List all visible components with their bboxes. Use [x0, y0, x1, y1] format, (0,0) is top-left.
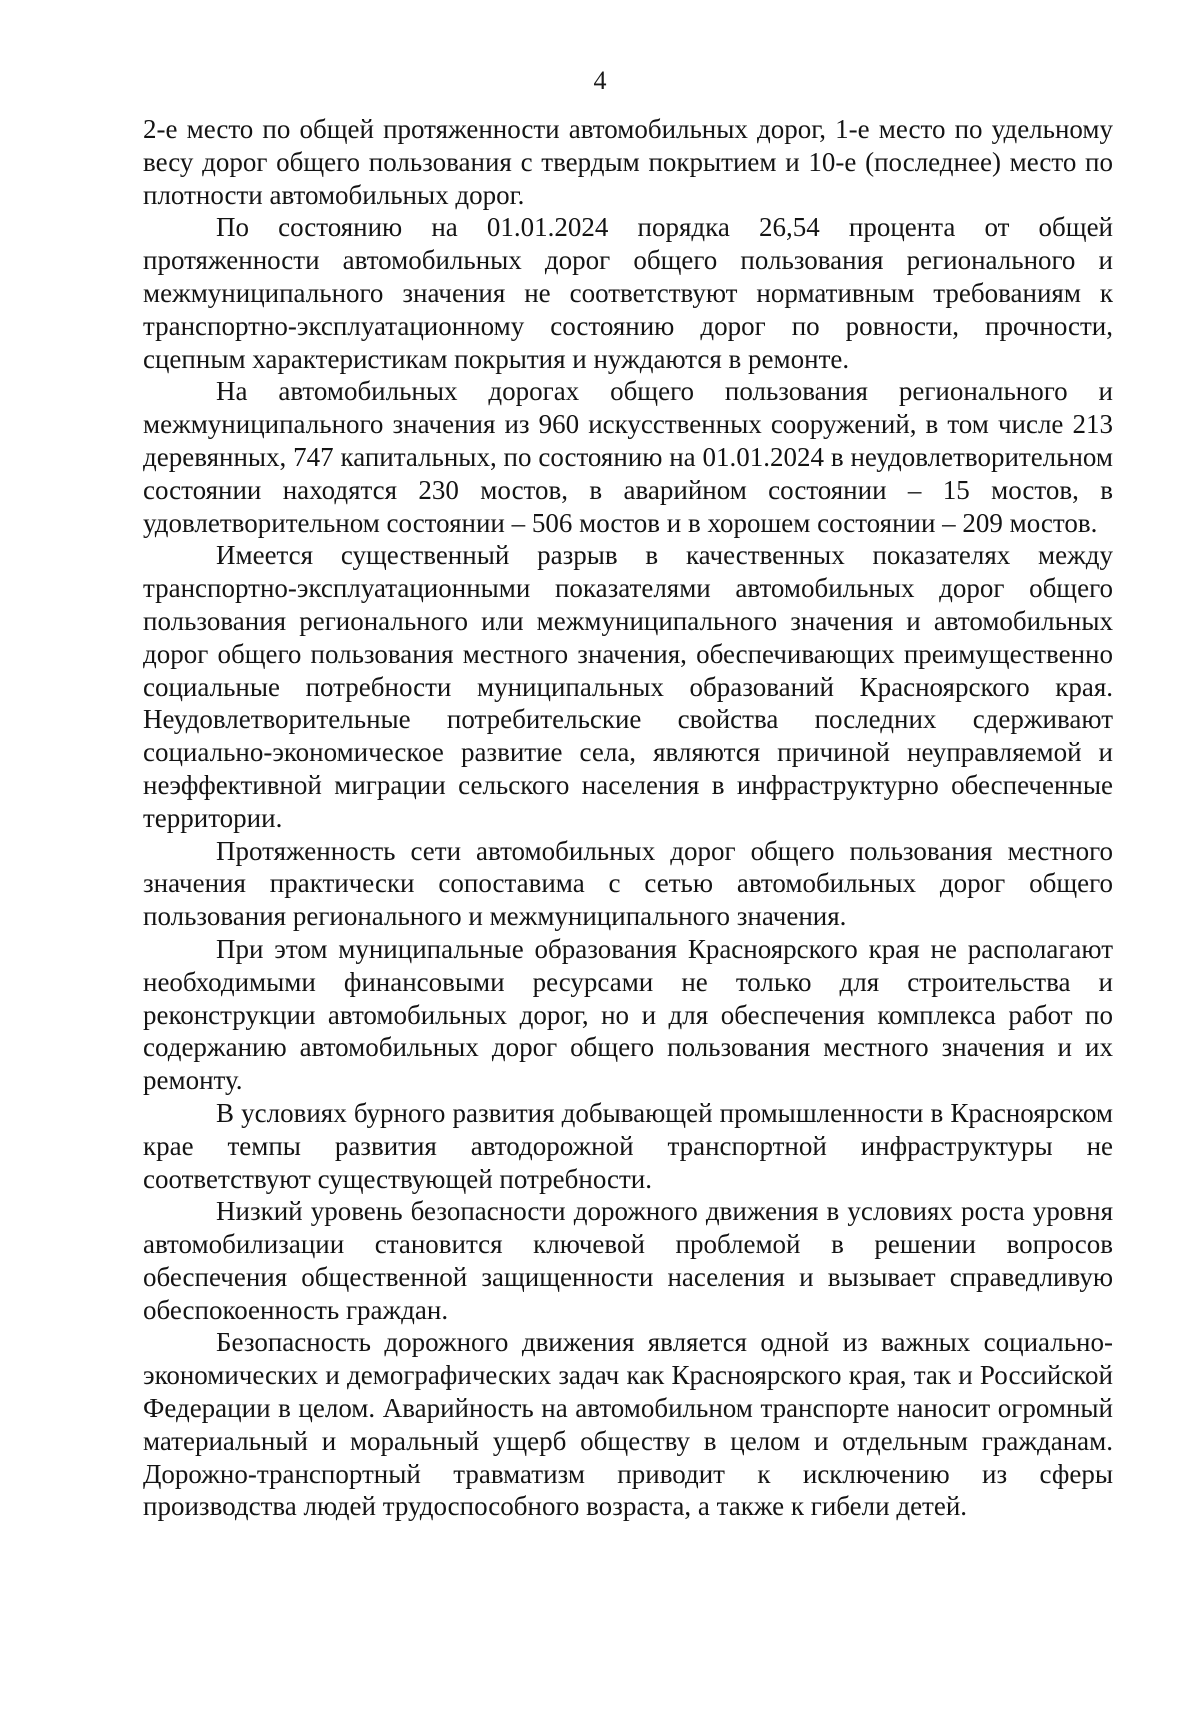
paragraph-continuation: 2-е место по общей протяженности автомобильных дорог, 1-е место по удельному весу дорог общего пользования с твердым покрытием и 10-е (последнее) место по плотности автомобильных дорог. [143, 114, 1113, 210]
document-body [143, 113, 1113, 1523]
paragraph-mining-industry: В условиях бурного развития добывающей промышленности в Красноярском крае темпы развития автодорожной транспортной инфраструктуры не соответствуют существующей потребности. [143, 1097, 1113, 1194]
paragraph-road-condition: По состоянию на 01.01.2024 порядка 26,54 процента от общей протяженности автомобильных дорог общего пользования регионального и межмуниципального значения не соответствуют нормативным требованиям к транспортно-эксплуатационному состоянию дорог по ровности, прочности, сцепным характеристикам покрытия и нуждаются в ремонте. [143, 212, 1113, 374]
paragraph-quality-gap: Имеется существенный разрыв в качественных показателях между транспортно-эксплуатационными показателями автомобильных дорог общего пользования регионального или межмуниципального значения и автомобильных дорог общего пользования местного значения, обеспечивающих преимущественно социальные потребности муниципальных образований Красноярского края. Неудовлетворительные потребительские свойства последних сдерживают социально-экономическое развитие села, являются причиной неуправляемой и неэффективной миграции сельского населения в инфраструктурно обеспеченные территории. [143, 540, 1113, 833]
paragraph-road-safety: Безопасность дорожного движения является одной из важных социально-экономических и демографических задач как Красноярского края, так и Российской Федерации в целом. Аварийность на автомобильном транспорте наносит огромный материальный и моральный ущерб обществу в целом и отдельным гражданам. Дорожно-транспортный травматизм приводит к исключению из сферы производства людей трудоспособного возраста, а также к гибели детей. [143, 1327, 1113, 1522]
page-number: 4 [593, 66, 607, 95]
paragraph-municipal-resources: При этом муниципальные образования Красноярского края не располагают необходимыми финансовыми ресурсами не только для строительства и реконструкции автомобильных дорог, но и для обеспечения комплекса работ по содержанию автомобильных дорог общего пользования местного значения и их ремонту. [143, 933, 1113, 1096]
paragraph-bridges: На автомобильных дорогах общего пользования регионального и межмуниципального значения из 960 искусственных сооружений, в том числе 213 деревянных, 747 капитальных, по состоянию на 01.01.2024 в неудовлетворительном состоянии находятся 230 мостов, в аварийном состоянии – 15 мостов, в удовлетворительном состоянии – 506 мостов и в хорошем состоянии – 209 мостов. [143, 376, 1113, 538]
paragraph-safety-level: Низкий уровень безопасности дорожного движения в условиях роста уровня автомобилизации становится ключевой проблемой в решении вопросов обеспечения общественной защищенности населения и вызывает справедливую обеспокоенность граждан. [143, 1196, 1113, 1325]
paragraph-local-network: Протяженность сети автомобильных дорог общего пользования местного значения практически сопоставима с сетью автомобильных дорог общего пользования регионального и межмуниципального значения. [143, 835, 1113, 932]
